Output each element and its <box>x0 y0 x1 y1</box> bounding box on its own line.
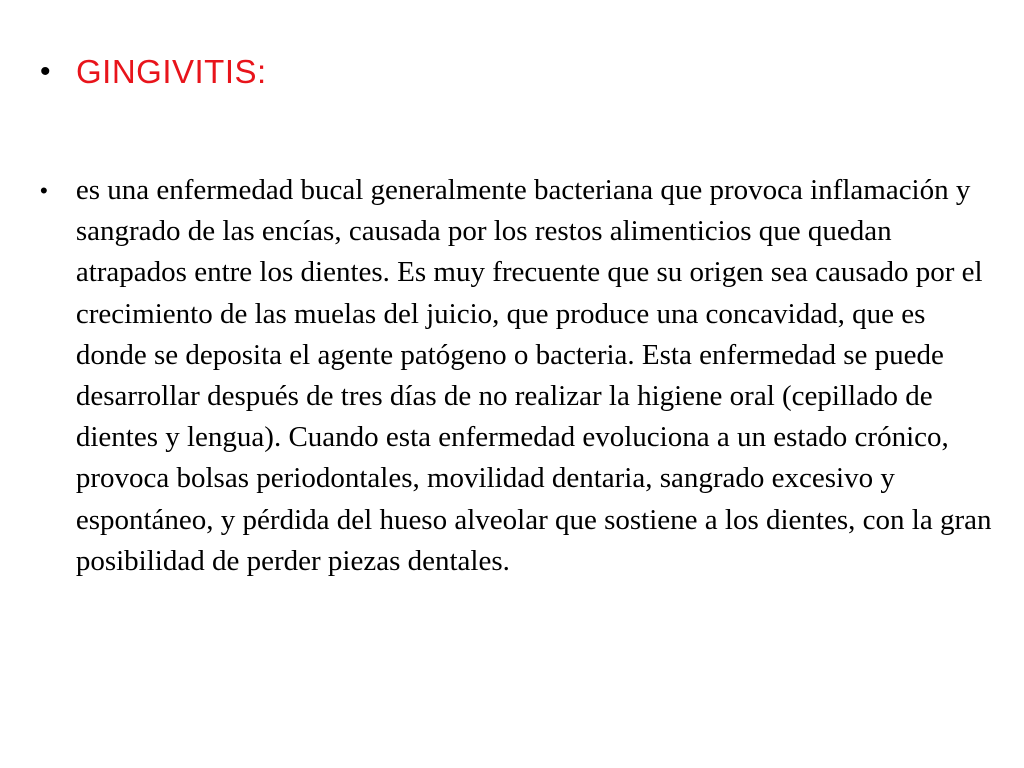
body-bullet-row <box>40 170 1000 582</box>
slide-title: GINGIVITIS: <box>76 53 267 90</box>
title-bullet-row <box>40 52 267 92</box>
bullet-icon: • <box>40 178 48 203</box>
slide-body-text: es una enfermedad bucal generalmente bacteriana que provoca inflamación y sangrado de las encías, causada por los restos alimenticios que quedan atrapados entre los dientes. Es muy frecuente que su origen sea causado por el crecimiento de las muelas del juicio, que produce una concavidad, que es donde se deposita el agente patógeno o bacteria. Esta enfermedad se puede desarrollar después de tres días de no realizar la higiene oral (cepillado de dientes y lengua). Cuando esta enfermedad evoluciona a un estado crónico, provoca bolsas periodontales, movilidad dentaria, sangrado excesivo y espontáneo, y pérdida del hueso alveolar que sostiene a los dientes, con la gran posibilidad de perder piezas dentales. <box>75 174 992 577</box>
bullet-icon: • <box>40 55 51 88</box>
